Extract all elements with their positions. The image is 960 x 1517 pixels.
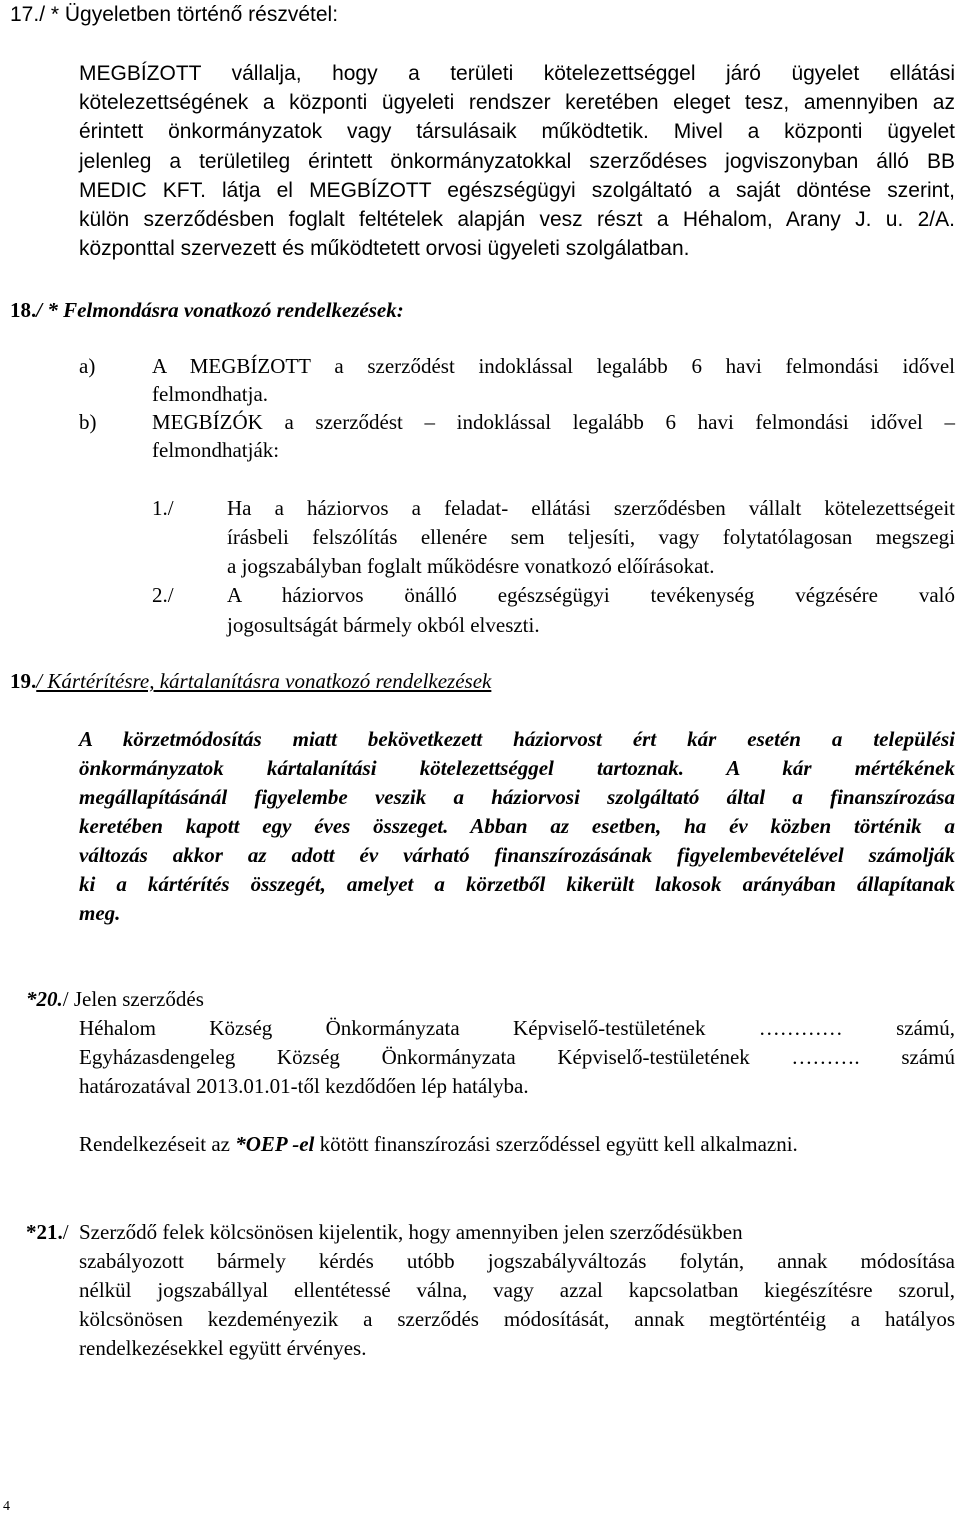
s19-line-2: önkormányzatok kártalanítási kötelezettséggel tartoznak. A kár mértékének	[79, 756, 955, 780]
s17-line-1: MEGBÍZOTT vállalja, hogy a területi kötelezettséggel járó ügyelet ellátási	[79, 62, 955, 85]
s20-line-1: Héhalom Község Önkormányzata Képviselő-testületének ………… számú,	[79, 1016, 955, 1040]
s18-item-2-label: 2./	[152, 583, 174, 607]
s17-line-4: jelenleg a területileg érintett önkormányzatokkal szerződéses jogviszonyban álló BB	[79, 150, 955, 173]
s19-line-3: megállapításánál figyelembe veszik a háziorvosi szolgáltató által a finanszírozása	[79, 785, 955, 809]
s21-line-5: rendelkezésekkel együtt érvényes.	[79, 1336, 367, 1360]
s21-line-1: Szerződő felek kölcsönösen kijelentik, hogy amennyiben jelen szerződésükben	[79, 1220, 743, 1244]
s21-line-4: kölcsönösen kezdeményezik a szerződés módosítását, annak megtörténtéig a hatályos	[79, 1307, 955, 1331]
s20-line-2: Egyházasdengeleg Község Önkormányzata Képviselő-testületének ………. számú	[79, 1045, 955, 1069]
s18-b-line-1: MEGBÍZÓK a szerződést – indoklással legalább 6 havi felmondási idővel –	[152, 410, 955, 434]
s20-line-3: határozatával 2013.01.01-től kezdődően lép hatályba.	[79, 1074, 529, 1098]
s17-line-2: kötelezettségének a központi ügyeleti rendszer keretében eleget tesz, amennyiben az	[79, 91, 955, 114]
s17-line-3: érintett önkormányzatok vagy társulásaik működtetik. Mivel a központi ügyelet	[79, 120, 955, 143]
s21-line-2: szabályozott bármely kérdés utóbb jogszabályváltozás folytán, annak módosítása	[79, 1249, 955, 1273]
s18-b-line-2: felmondhatják:	[152, 438, 280, 462]
s18-item-1-label: 1./	[152, 496, 174, 520]
s18-item-1-line-3: a jogszabályban foglalt működésre vonatkozó előírásokat.	[227, 554, 715, 578]
s19-line-4: keretében kapott egy éves összeget. Abban az esetben, ha év közben történik a	[79, 814, 955, 838]
s18-b-label: b)	[79, 410, 97, 434]
s18-item-2-line-2: jogosultságát bármely okból elveszti.	[227, 613, 540, 637]
s19-line-6: ki a kártérítés összegét, amelyet a körzetből kikerült lakosok arányában állapítanak	[79, 872, 955, 896]
section-18-heading: 18./ * Felmondásra vonatkozó rendelkezések:	[10, 298, 404, 322]
s17-line-5: MEDIC KFT. látja el MEGBÍZOTT egészségügyi szolgáltató a saját döntése szerint,	[79, 179, 955, 202]
s17-line-6: külön szerződésben foglalt feltételek alapján vesz részt a Héhalom, Arany J. u. 2/A.	[79, 208, 955, 231]
section-19-heading: 19./ Kártérítésre, kártalanításra vonatkozó rendelkezések	[10, 669, 492, 693]
section-20-heading: *20./ Jelen szerződés	[26, 987, 204, 1011]
section-21-heading: *21./	[26, 1220, 69, 1244]
s18-item-2-line-1: A háziorvos önálló egészségügyi tevékenység végzésére való	[227, 583, 955, 607]
s18-a-label: a)	[79, 354, 96, 378]
s19-line-1: A körzetmódosítás miatt bekövetkezett háziorvost ért kár esetén a települési	[79, 727, 955, 751]
s21-line-3: nélkül jogszabállyal ellentétessé válna, vagy azzal kapcsolatban kiegészítésre szorul,	[79, 1278, 955, 1302]
section-17-heading: 17./ * Ügyeletben történő részvétel:	[10, 3, 339, 26]
page-number: 4	[3, 1499, 10, 1514]
s18-a-line-1: A MEGBÍZOTT a szerződést indoklással legalább 6 havi felmondási idővel	[152, 354, 955, 378]
s17-line-7: központtal szervezett és működtetett orvosi ügyeleti szolgálatban.	[79, 237, 690, 260]
s18-item-1-line-2: írásbeli felszólítás ellenére sem teljesíti, vagy folytatólagosan megszegi	[227, 525, 955, 549]
s18-a-line-2: felmondhatja.	[152, 382, 269, 406]
s20-oep-line: Rendelkezéseit az *OEP -el kötött finanszírozási szerződéssel együtt kell alkalmazni.	[79, 1132, 798, 1156]
s19-line-7: meg.	[79, 901, 121, 925]
s19-line-5: változás akkor az adott év várható finanszírozásának figyelembevételével számolják	[79, 843, 955, 867]
s18-item-1-line-1: Ha a háziorvos a feladat- ellátási szerződésben vállalt kötelezettségeit	[227, 496, 955, 520]
